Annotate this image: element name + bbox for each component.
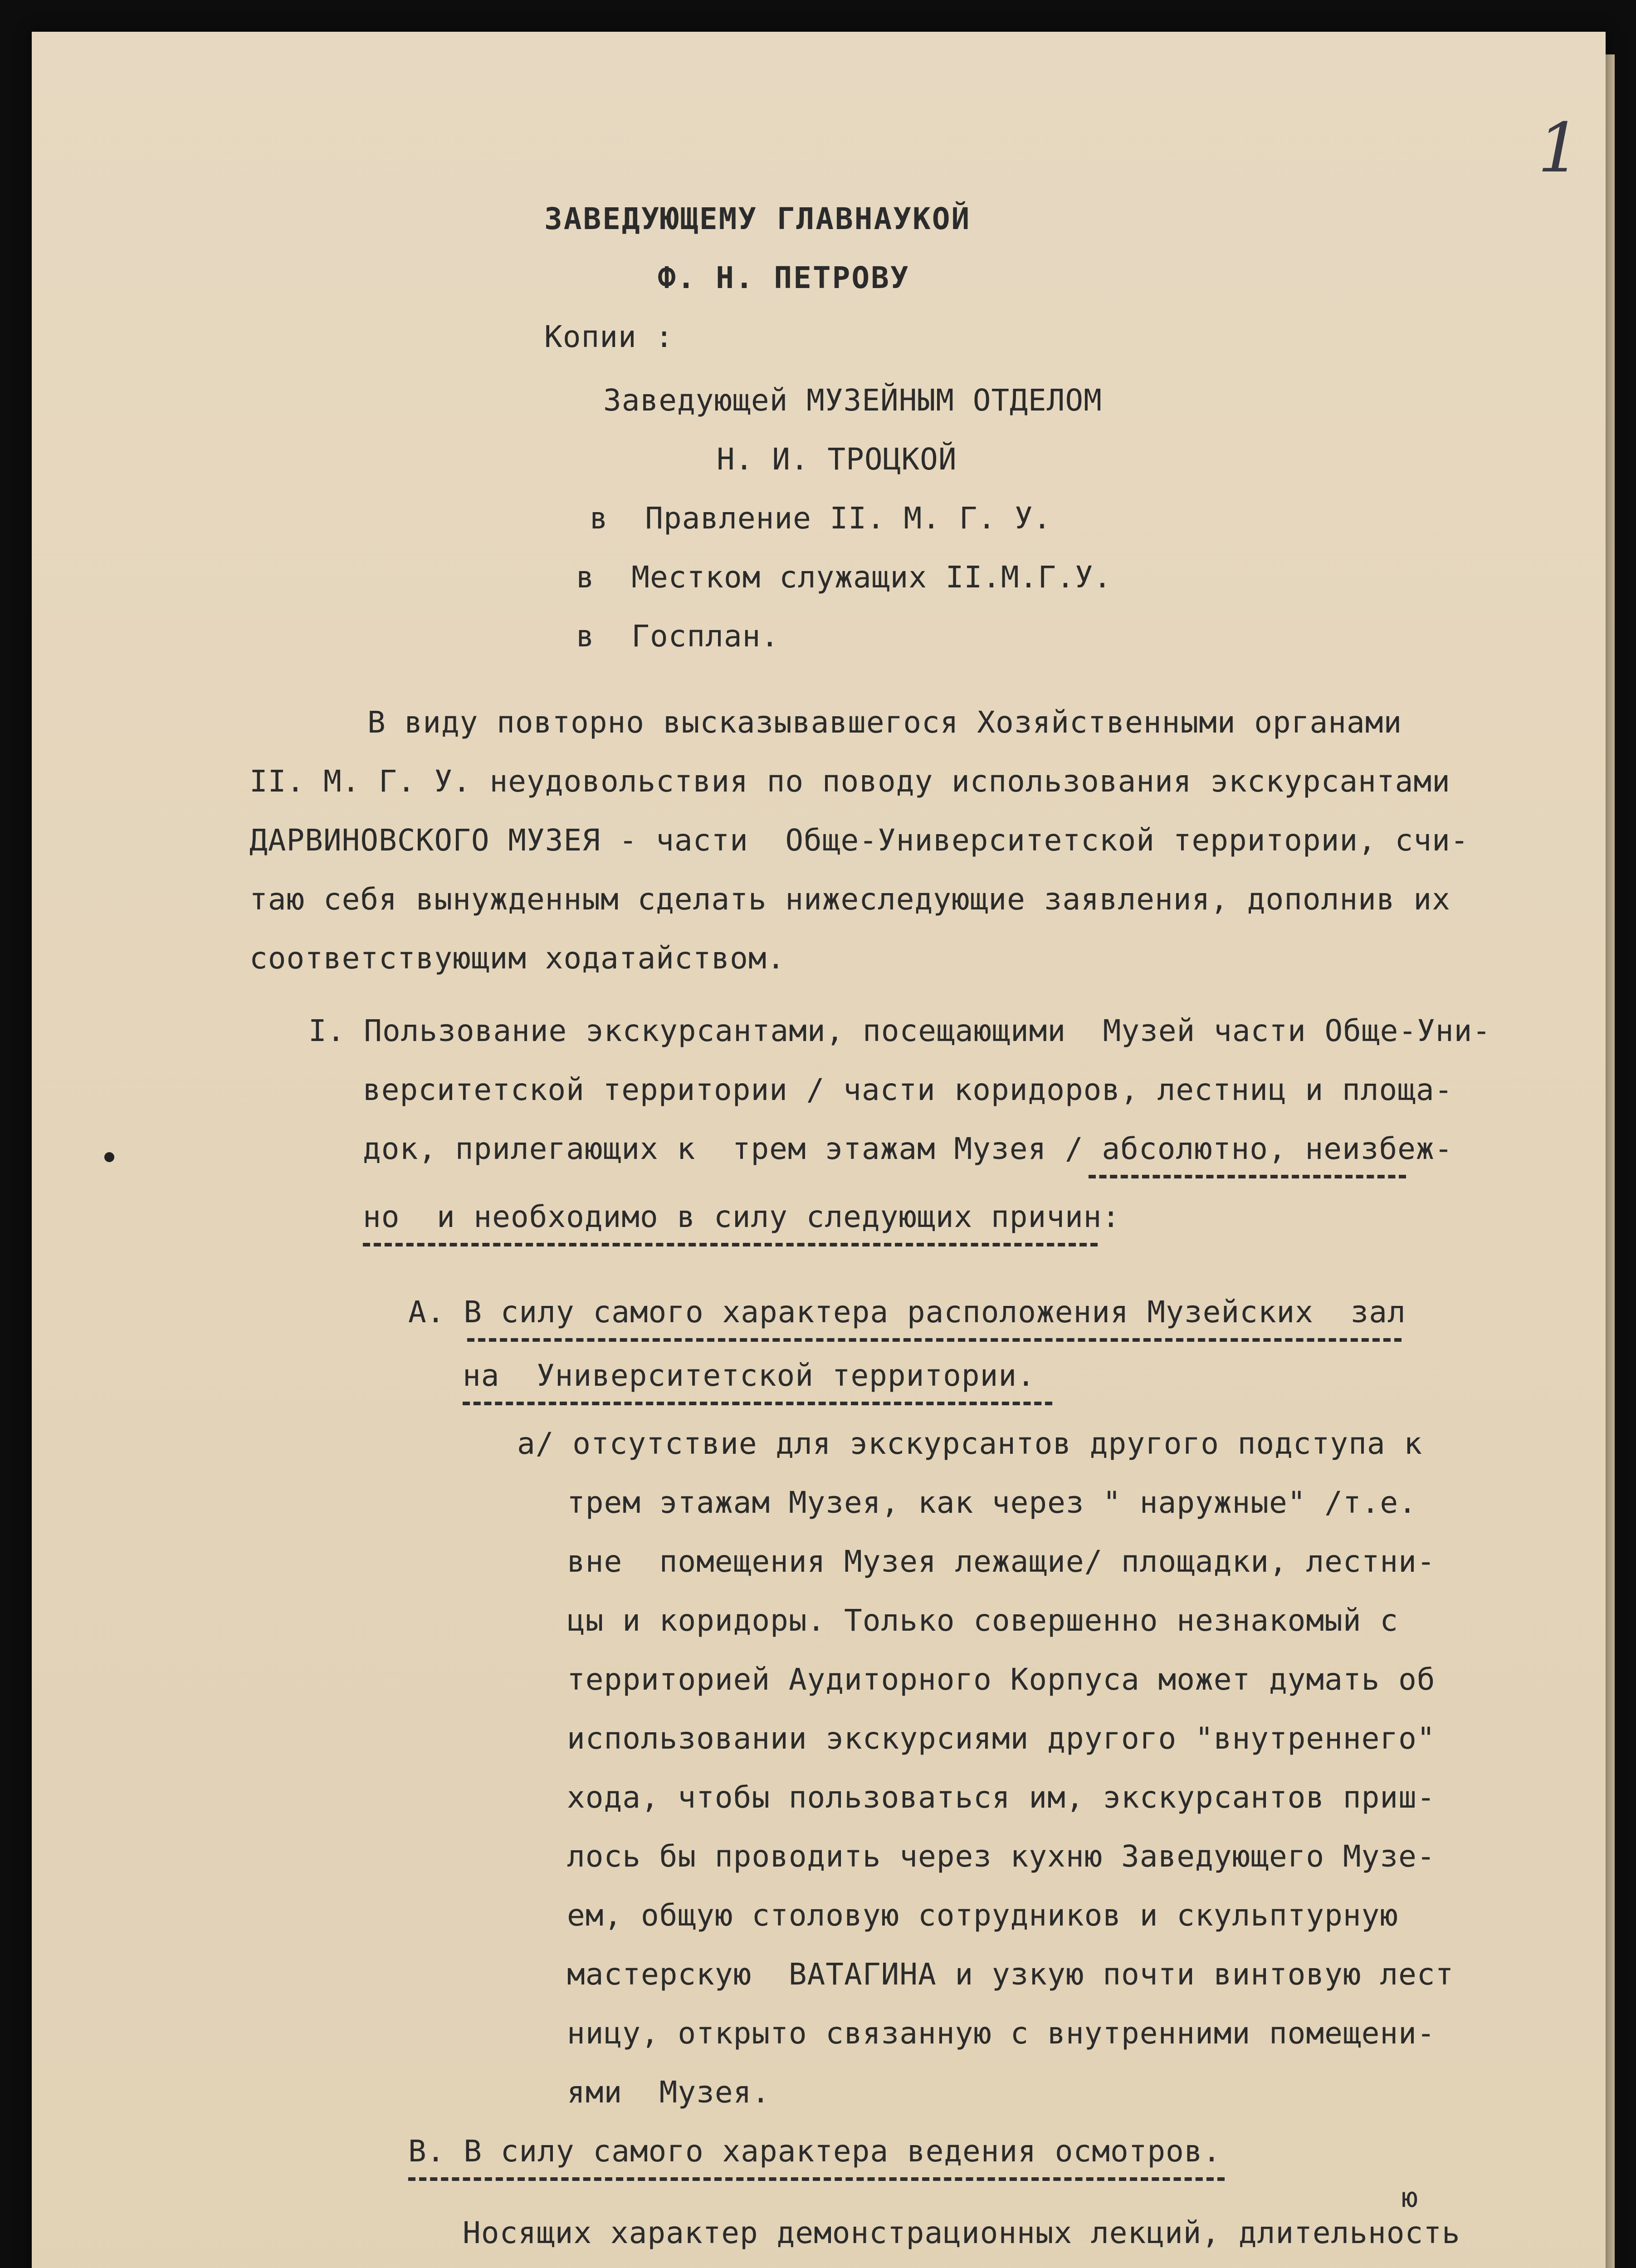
underline-dashed — [408, 2177, 1225, 2181]
point-1-line: верситетской территории / части коридоров, лестниц и площа- — [363, 1072, 1453, 1107]
point-a-sub-line: мастерскую ВАТАГИНА и узкую почти винтовую лест — [567, 1957, 1454, 1992]
point-a-sub-line: ями Музея. — [567, 2075, 771, 2110]
point-1-line: док, прилегающих к трем этажам Музея / абсолютно, неизбеж- — [363, 1131, 1453, 1166]
closing-line: Носящих характер демонстрационных лекций, длительность — [463, 2215, 1460, 2250]
underline-dashed — [363, 1243, 1098, 1246]
point-1-line: I. Пользование экскурсантами, посещающими Музей части Обще-Уни- — [308, 1013, 1491, 1048]
point-1-line: но и необходимо в силу следующих причин: — [363, 1199, 1121, 1234]
point-a-sub-line: трем этажам Музея, как через " наружные" /т.е. — [567, 1485, 1417, 1520]
point-a-sub-line: ницу, открыто связанную с внутренними помещени- — [567, 2016, 1436, 2051]
point-a-sub-line: цы и коридоры. Только совершенно незнакомый с — [567, 1603, 1399, 1638]
page-number: 1 — [1538, 109, 1581, 188]
addressee-name: Ф. Н. ПЕТРОВУ — [658, 260, 910, 295]
intro-line: таю себя вынужденным сделать нижеследующие заявления, дополнив их — [249, 882, 1450, 917]
margin-mark — [104, 1152, 114, 1162]
copy-board: в Правление II. М. Г. У. — [590, 501, 1052, 536]
point-a-sub-line: а/ отсутствие для экскурсантов другого подступа к — [517, 1426, 1423, 1461]
point-b-line: В. В силу самого характера ведения осмотров. — [408, 2134, 1221, 2169]
underline-dashed — [467, 1338, 1402, 1342]
typewritten-letter — [32, 32, 1606, 2268]
point-a-sub-line: вне помещения Музея лежащие/ площадки, лестни- — [567, 1544, 1436, 1579]
addressee-title: ЗАВЕДУЮЩЕМУ ГЛАВНАУКОЙ — [544, 201, 971, 236]
intro-line: ДАРВИНОВСКОГО МУЗЕЯ - части Обще-Университетской территории, счи- — [249, 823, 1469, 858]
point-a-line: на Университетской территории. — [463, 1358, 1035, 1393]
point-a-sub-line: использовании экскурсиями другого "внутреннего" — [567, 1721, 1436, 1756]
copy-local-committee: в Местком служащих II.М.Г.У. — [576, 560, 1112, 595]
point-a-sub-line: лось бы проводить через кухню Заведующего Музе- — [567, 1839, 1436, 1874]
copy-museum-department-name: Н. И. ТРОЦКОЙ — [717, 442, 957, 477]
point-a-sub-line: территорией Аудиторного Корпуса может думать об — [567, 1662, 1436, 1697]
point-a-sub-line: ем, общую столовую сотрудников и скульптурную — [567, 1898, 1399, 1933]
point-a-line: А. В силу самого характера расположения Музейских зал — [408, 1295, 1406, 1330]
underline-dashed — [463, 1402, 1052, 1405]
intro-line: соответствующим ходатайством. — [249, 941, 786, 976]
intro-line: II. М. Г. У. неудовольствия по поводу использования экскурсантами — [249, 764, 1450, 799]
point-a-sub-line: хода, чтобы пользоваться им, экскурсантов приш- — [567, 1780, 1436, 1815]
stray-typed-mark: ю — [1402, 2182, 1418, 2214]
copy-museum-department: Заведующей МУЗЕЙНЫМ ОТДЕЛОМ — [603, 383, 1102, 418]
underline-dashed — [1089, 1175, 1406, 1178]
copies-label: Копии : — [544, 319, 674, 354]
intro-line: В виду повторно высказывавшегося Хозяйственными органами — [367, 705, 1402, 740]
copy-gosplan: в Госплан. — [576, 619, 780, 654]
